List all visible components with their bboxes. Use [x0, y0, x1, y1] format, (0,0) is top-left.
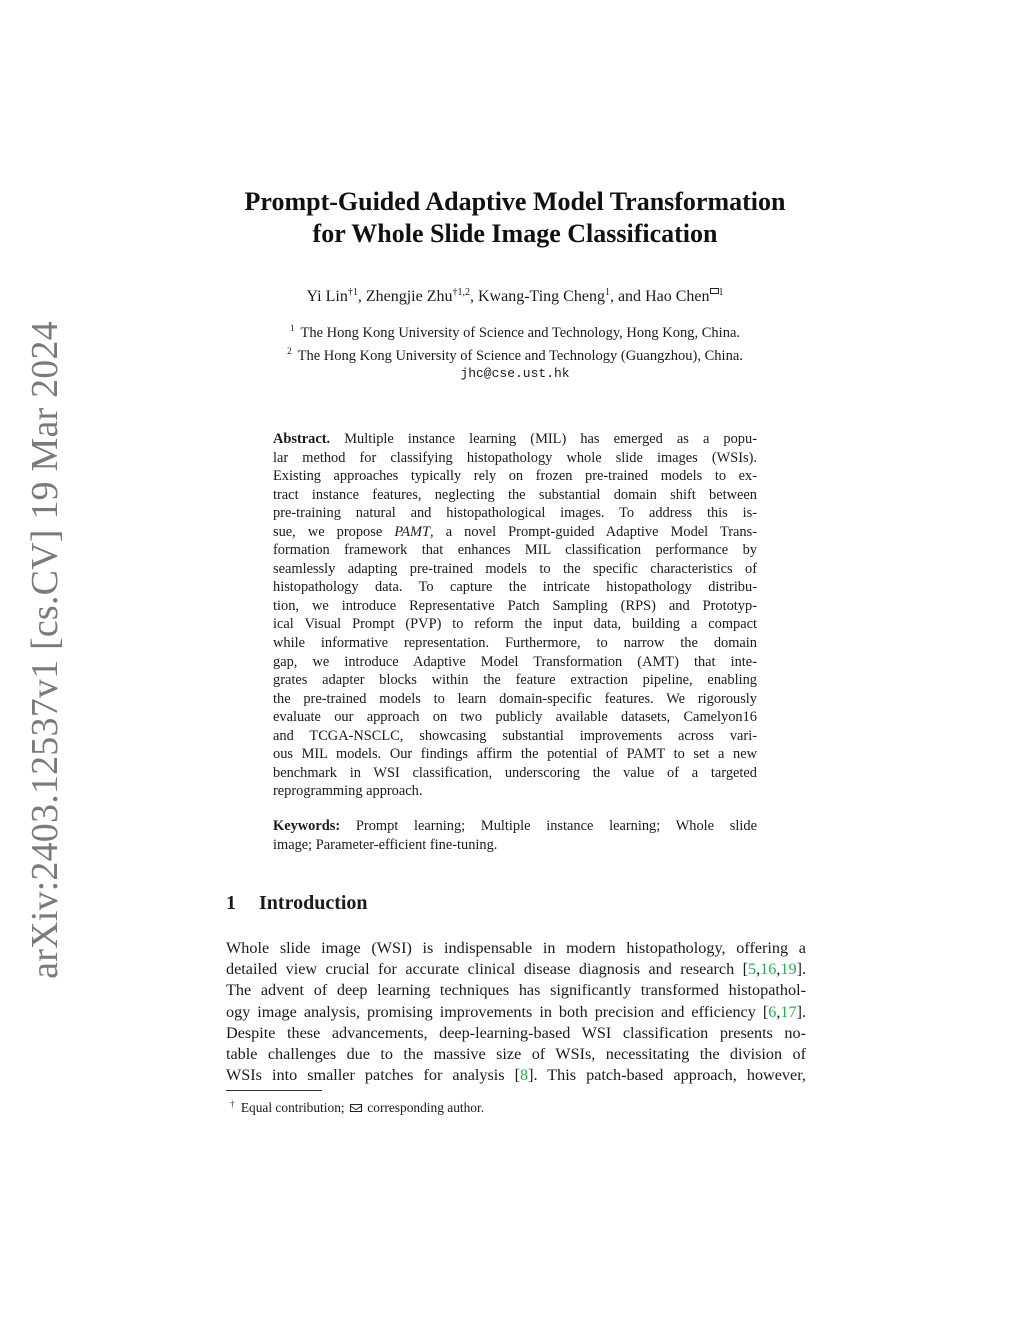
- keywords-line: Keywords: Prompt learning; Multiple instance learning; Whole slide: [273, 818, 757, 834]
- abstract-line: gap, we introduce Adaptive Model Transformation (AMT) that inte-: [273, 653, 757, 670]
- abstract-line: and TCGA-NSCLC, showcasing substantial improvements across vari-: [273, 727, 757, 744]
- affiliation-number: 1: [289, 323, 295, 333]
- citation-link[interactable]: 16: [760, 960, 777, 979]
- citation-link[interactable]: 6: [768, 1002, 777, 1021]
- section-number: 1: [226, 892, 236, 914]
- author-separator: ,: [357, 288, 366, 305]
- affiliations: [180, 319, 850, 383]
- abstract-line: reprogramming approach.: [273, 783, 423, 800]
- body-line: ogy image analysis, promising improvements in both precision and efficiency [6,17].: [226, 1002, 806, 1021]
- body-line: table challenges due to the massive size of WSIs, necessitating the division of: [226, 1045, 806, 1064]
- abstract-label: Abstract.: [273, 431, 331, 447]
- abstract-line: ical Visual Prompt (PVP) to reform the input data, building a compact: [273, 616, 757, 633]
- author-name: Hao Chen: [645, 288, 710, 305]
- affiliation-number: 2: [287, 346, 292, 356]
- author-name: Yi Lin: [306, 288, 348, 305]
- abstract-line: seamlessly adapting pre-trained models to the specific characteristics of: [273, 560, 757, 577]
- citation-link[interactable]: 5: [748, 960, 757, 979]
- section-heading: [226, 890, 368, 916]
- arxiv-stamp: [14, 321, 76, 979]
- abstract-line: the pre-trained models to learn domain-specific features. We rigorously: [273, 690, 757, 707]
- keywords: [273, 817, 757, 854]
- footnote-mark: †: [230, 1099, 235, 1109]
- author-separator: , and: [609, 288, 646, 305]
- intro-paragraph: [226, 938, 806, 1086]
- author-marks: 1: [604, 287, 610, 298]
- abstract-line: sue, we propose PAMT, a novel Prompt-guided Adaptive Model Trans-: [273, 523, 757, 540]
- body-line: detailed view crucial for accurate clinical disease diagnosis and research [5,16,19].: [226, 960, 806, 979]
- arxiv-stamp-text: arXiv:2403.12537v1 [cs.CV] 19 Mar 2024: [24, 321, 66, 979]
- affiliation-text: The Hong Kong University of Science and Technology, Hong Kong, China.: [300, 325, 741, 341]
- abstract: [273, 430, 757, 801]
- abstract-line: benchmark in WSI classification, underscoring the value of a targeted: [273, 764, 757, 781]
- affiliation-2: [180, 342, 850, 365]
- body-line: WSIs into smaller patches for analysis [8]. This patch-based approach, however,: [226, 1066, 806, 1085]
- footnote: † Equal contribution; corresponding author.: [230, 1099, 485, 1115]
- citation-link[interactable]: 8: [520, 1066, 529, 1085]
- abstract-line: lar method for classifying histopathology whole slide images (WSIs).: [273, 449, 757, 466]
- abstract-line: formation framework that enhances MIL classification performance by: [273, 542, 757, 559]
- body-line: Whole slide image (WSI) is indispensable in modern histopathology, offering a: [226, 939, 806, 957]
- author-marks: †1: [347, 287, 358, 298]
- paper-title: [180, 186, 850, 250]
- citation-link[interactable]: 19: [780, 960, 797, 979]
- abstract-line: Abstract. Multiple instance learning (MIL) has emerged as a popu-: [273, 431, 757, 447]
- author-name: Kwang-Ting Cheng: [477, 288, 605, 305]
- footnote-rule: [226, 1090, 322, 1091]
- abstract-line: while informative representation. Furthermore, to narrow the domain: [273, 635, 757, 652]
- affiliation-text: The Hong Kong University of Science and Technology (Guangzhou), China.: [297, 348, 743, 364]
- abstract-line: pre-training natural and histopathological images. To address this is-: [273, 505, 757, 522]
- abstract-line: histopathology data. To capture the intricate histopathology distribu-: [273, 579, 757, 596]
- abstract-line: tract instance features, neglecting the substantial domain shift between: [273, 486, 757, 503]
- abstract-line: grates adapter blocks within the feature extraction pipeline, enabling: [273, 672, 757, 689]
- citation-link[interactable]: 17: [780, 1002, 797, 1021]
- contact-email[interactable]: jhc@cse.ust.hk: [460, 366, 570, 381]
- abstract-line: tion, we introduce Representative Patch Sampling (RPS) and Prototyp-: [273, 597, 757, 614]
- keywords-line: image; Parameter-efficient fine-tuning.: [273, 836, 498, 853]
- author-name: Zhengjie Zhu: [365, 288, 453, 305]
- abstract-line: evaluate our approach on two publicly available datasets, Camelyon16: [273, 709, 757, 726]
- body-line: The advent of deep learning techniques has significantly transformed histopathol-: [226, 981, 806, 1000]
- author-list: [180, 283, 850, 307]
- section-title: Introduction: [259, 892, 368, 914]
- keywords-label: Keywords:: [273, 818, 341, 834]
- author-marks: †1,2: [452, 287, 470, 298]
- envelope-icon: [710, 288, 719, 294]
- method-name: PAMT: [394, 523, 431, 540]
- author-marks: 1: [718, 287, 724, 298]
- title-line-1: Prompt-Guided Adaptive Model Transformation: [244, 187, 786, 216]
- abstract-line: ous MIL models. Our findings affirm the potential of PAMT to set a new: [273, 746, 757, 763]
- title-line-2: for Whole Slide Image Classification: [312, 219, 718, 248]
- affiliation-1: [180, 319, 850, 342]
- envelope-icon: [350, 1104, 362, 1112]
- author-separator: ,: [469, 288, 478, 305]
- body-line: Despite these advancements, deep-learning-based WSI classification presents no-: [226, 1023, 806, 1042]
- abstract-line: Existing approaches typically rely on frozen pre-trained models to ex-: [273, 468, 757, 485]
